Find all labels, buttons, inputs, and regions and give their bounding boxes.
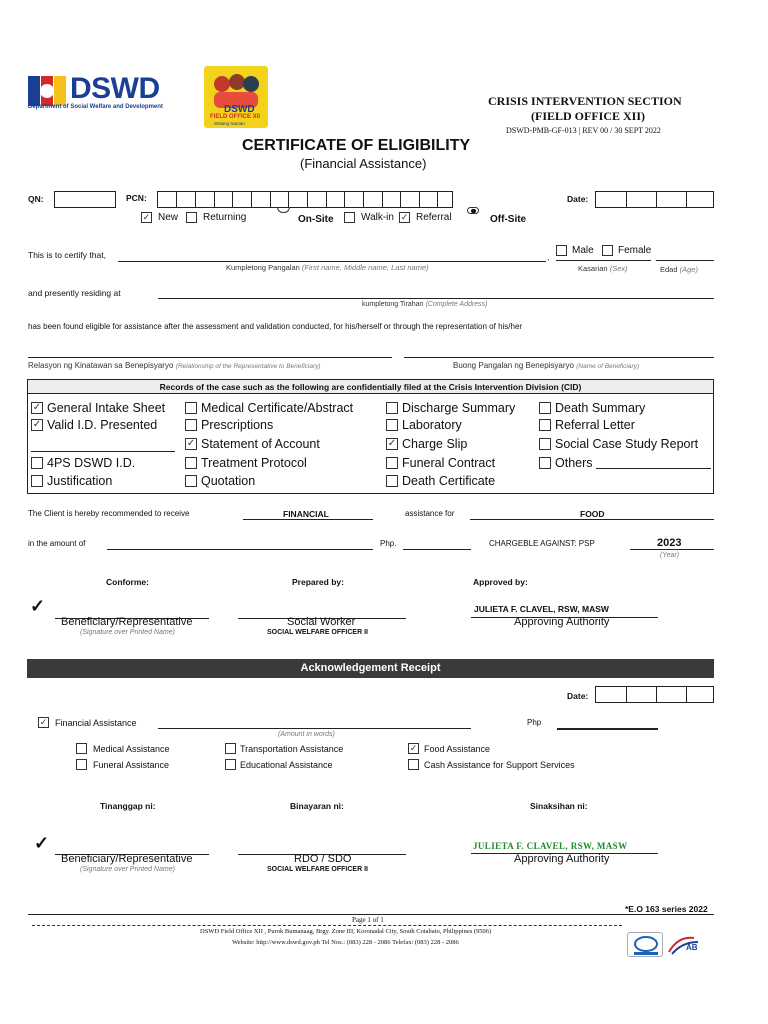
referral-label: Referral [416,212,452,223]
page-title: CERTIFICATE OF ELIGIBILITY [242,137,471,154]
fo-logo-text: DSWD [224,104,255,115]
charge-slip-checkbox[interactable]: ✓ [387,438,397,449]
approver-title: Approving Authority [514,616,610,628]
address-line[interactable] [158,298,714,299]
certify-intro: This is to certify that, [28,250,106,260]
dswd-emblem-icon [28,76,66,106]
full-name-line[interactable] [118,261,546,262]
paid-label: Binayaran ni: [290,801,344,811]
received-name: Beneficiary/Representative [61,853,193,865]
iso-certification-icon [627,932,663,957]
financial-label: Financial Assistance [55,718,137,728]
received-label: Tinanggap ni: [100,801,156,811]
new-label: New [158,212,179,223]
age-caption: Edad (Age) [660,265,698,274]
returning-label: Returning [203,212,247,223]
laboratory-checkbox[interactable] [386,419,398,431]
assistance-type-line[interactable] [243,519,373,520]
case-study-label: Social Case Study Report [555,437,699,451]
beneficiary-caption: Buong Pangalan ng Benepisyaryo (Name of Beneficiary) [453,361,640,370]
dswd-logo [28,74,198,112]
food-assistance-checkbox[interactable]: ✓ [409,743,418,753]
amount-words-line[interactable] [158,728,471,729]
eo-note: *E.O 163 series 2022 [625,904,708,914]
treatment-label: Treatment Protocol [201,456,307,470]
returning-checkbox[interactable] [186,212,197,223]
fourps-checkbox[interactable] [31,457,43,469]
dswd-logo-text: DSWD [70,72,160,105]
footer-address: DSWD Field Office XII , Purok Bumanaag, Brgy. Zone III, Koronadal City, South Cotabato, Philippines (9506) [200,928,492,935]
sex-line [556,260,651,261]
female-checkbox[interactable] [602,245,613,256]
php-amount-line[interactable] [403,549,471,550]
prescriptions-checkbox[interactable] [185,419,197,431]
assistance-for-label: assistance for [405,509,455,518]
valid-id-checkbox[interactable]: ✓ [32,419,42,430]
prepared-position: SOCIAL WELFARE OFFICER II [267,629,368,636]
cash-support-label: Cash Assistance for Support Services [424,760,575,770]
new-checkbox[interactable]: ✓ [142,212,151,222]
death-cert-label: Death Certificate [402,474,496,488]
prepared-name: Social Worker [287,616,356,628]
paid-name: RDO / SDO [294,853,352,865]
witnessed-label: Sinaksihan ni: [530,801,588,811]
amount-words-caption: (Amount in words) [278,731,335,738]
death-summary-label: Death Summary [555,401,646,415]
medical-cert-checkbox[interactable] [185,402,197,414]
full-name-caption: Kumpletong Pangalan (First name, Middle name, Last name) [226,263,429,272]
qn-field[interactable] [54,191,116,208]
page-subtitle: (Financial Assistance) [300,156,427,171]
quotation-label: Quotation [201,474,256,488]
dswd-logo-subtitle: Department of Social Welfare and Development [28,104,163,110]
date-field[interactable] [595,191,714,208]
general-intake-checkbox[interactable]: ✓ [32,402,42,413]
educational-assistance-checkbox[interactable] [225,759,236,770]
receipt-heading: Acknowledgement Receipt [27,659,714,678]
beneficiary-line[interactable] [404,357,714,358]
assistance-type-value: FINANCIAL [283,509,329,519]
witness-name: JULIETA F. CLAVEL, RSW, MASW [473,841,628,851]
prescriptions-label: Prescriptions [201,418,274,432]
medical-cert-label: Medical Certificate/Abstract [201,401,354,415]
chargeable-label: CHARGEBLE AGAINST: PSP [489,539,595,548]
sex-caption: Kasarian (Sex) [578,264,628,273]
witness-title: Approving Authority [514,853,610,865]
valid-id-label: Valid I.D. Presented [47,418,158,432]
statement-checkbox[interactable]: ✓ [186,438,196,449]
svg-text:AB: AB [686,943,698,952]
footer-contact: Website: http://www.dswd.gov.ph Tel Nos.: (083) 228 - 2086 Telefax: (083) 228 - 2086 [232,939,459,946]
receipt-php-line[interactable] [557,728,658,730]
charge-slip-label: Charge Slip [402,437,468,451]
justification-label: Justification [47,474,113,488]
others-label: Others [555,456,593,470]
offsite-radio[interactable] [467,207,479,214]
year-line[interactable] [630,549,714,550]
valid-id-line[interactable] [31,451,175,452]
referral-letter-label: Referral Letter [555,418,635,432]
field-office-logo [204,66,268,128]
cash-support-checkbox[interactable] [408,759,419,770]
receipt-date-field[interactable] [595,686,714,703]
walkin-checkbox[interactable] [344,212,355,223]
receipt-php-label: Php [527,718,542,727]
residing-label: and presently residing at [28,288,121,298]
office-name: (FIELD OFFICE XII) [531,109,646,123]
address-caption: kumpletong Tirahan (Complete Address) [362,301,488,308]
discharge-label: Discharge Summary [402,401,516,415]
page-number: Page 1 of 1 [352,916,384,924]
financial-checkbox[interactable]: ✓ [39,717,48,727]
recommend-text: The Client is hereby recommended to receive [28,509,190,518]
funeral-assistance-checkbox[interactable] [76,759,87,770]
relationship-caption: Relasyon ng Kinatawan sa Benepisyaryo (Relationship of the Representative to Beneficiary) [28,361,321,370]
walkin-label: Walk-in [361,212,394,223]
date-label: Date: [567,194,589,204]
others-checkbox[interactable] [539,457,551,469]
quotation-checkbox[interactable] [185,475,197,487]
onsite-radio[interactable] [277,207,290,213]
amount-label: in the amount of [28,539,86,548]
treatment-checkbox[interactable] [185,457,197,469]
funeral-contract-checkbox[interactable] [386,457,398,469]
footer-rule [28,914,714,915]
eligible-statement: has been found eligible for assistance after the assessment and validation conducted, for his/herself or through the representation of his/her [28,322,523,331]
accreditation-logo-icon [666,932,702,957]
amount-line[interactable] [107,549,373,550]
fourps-label: 4PS DSWD I.D. [47,456,136,470]
justification-checkbox[interactable] [31,475,43,487]
purpose-value: FOOD [580,509,605,519]
approver-name: JULIETA F. CLAVEL, RSW, MASW [474,604,609,614]
approved-label: Approved by: [473,577,528,587]
educational-assistance-label: Educational Assistance [240,760,333,770]
case-study-checkbox[interactable] [539,438,551,450]
pcn-label: PCN: [126,193,147,203]
transportation-assistance-label: Transportation Assistance [240,744,344,754]
transportation-assistance-checkbox[interactable] [225,743,236,754]
receipt-date-label: Date: [567,691,589,701]
funeral-contract-label: Funeral Contract [402,456,496,470]
php-label: Php. [380,539,397,548]
records-heading: Records of the case such as the following are confidentially filed at the Crisis Intervention Division (CID) [28,380,713,394]
year-caption: (Year) [660,552,680,559]
referral-letter-checkbox[interactable] [539,419,551,431]
male-checkbox[interactable] [556,245,567,256]
general-intake-label: General Intake Sheet [47,401,166,415]
section-name: CRISIS INTERVENTION SECTION [488,94,682,108]
death-summary-checkbox[interactable] [539,402,551,414]
referral-checkbox[interactable]: ✓ [400,212,409,222]
male-label: Male [572,245,594,256]
conforme-caption: (Signature over Printed Name) [80,629,175,636]
fo-logo-tag: Walang Iwanan [214,121,245,126]
others-line[interactable] [596,468,711,469]
conforme-name: Beneficiary/Representative [61,616,193,628]
prepared-label: Prepared by: [292,577,344,587]
name-comma: , [547,252,550,262]
medical-assistance-checkbox[interactable] [76,743,87,754]
female-label: Female [618,245,652,256]
onsite-label: On-Site [298,214,334,225]
people-illustration-icon [204,68,268,108]
relationship-line[interactable] [28,357,392,358]
received-check-icon: ✓ [34,833,50,853]
discharge-checkbox[interactable] [386,402,398,414]
conforme-check-icon: ✓ [30,596,46,616]
paid-position: SOCIAL WELFARE OFFICER II [267,866,368,873]
conforme-label: Conforme: [106,577,149,587]
year-value: 2023 [657,537,682,549]
pcn-field[interactable] [157,191,453,208]
statement-label: Statement of Account [201,437,320,451]
footer-rule-dashed [32,925,622,926]
fo-logo-sub: FIELD OFFICE XII [210,114,261,120]
funeral-assistance-label: Funeral Assistance [93,760,170,770]
death-cert-checkbox[interactable] [386,475,398,487]
form-code: DSWD-PMB-GF-013 | REV 00 / 30 SEPT 2022 [506,126,661,135]
laboratory-label: Laboratory [402,418,462,432]
purpose-line[interactable] [470,519,714,520]
food-assistance-label: Food Assistance [424,744,491,754]
qn-label: QN: [28,194,44,204]
received-caption: (Signature over Printed Name) [80,866,175,873]
medical-assistance-label: Medical Assistance [93,744,170,754]
offsite-label: Off-Site [490,214,527,225]
age-line[interactable] [656,260,714,261]
